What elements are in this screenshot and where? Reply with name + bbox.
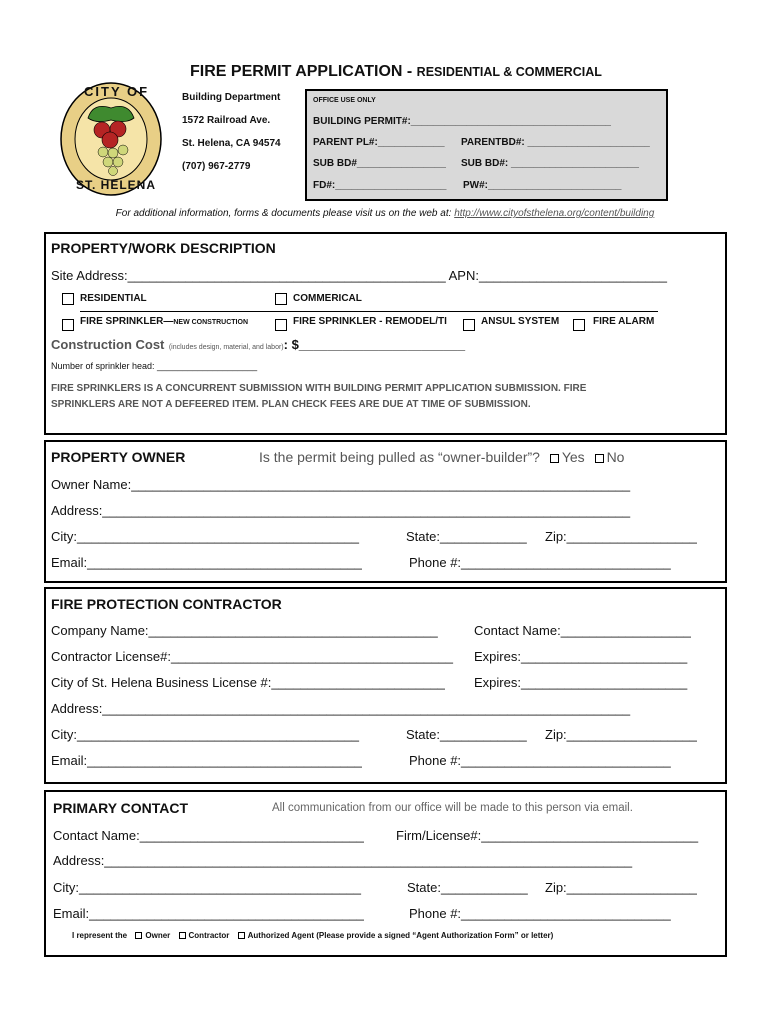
primary-address-field[interactable]: Address:_________________________________________________________________________ [53, 853, 633, 868]
section-title: FIRE PROTECTION CONTRACTOR [51, 596, 282, 612]
fs-new-label-sub: NEW CONSTRUCTION [173, 319, 249, 326]
residential-checkbox[interactable] [62, 293, 74, 305]
info-url-link[interactable]: http://www.cityofsthelena.org/content/building [454, 208, 655, 219]
sub-bd-field-right[interactable]: SUB BD#: _______________________ [461, 158, 639, 169]
residential-label: RESIDENTIAL [80, 293, 147, 304]
represent-contractor-label: Contractor [188, 931, 230, 940]
section-title: PRIMARY CONTACT [53, 800, 189, 816]
contractor-section [44, 587, 727, 784]
commercial-label: COMMERICAL [293, 293, 362, 304]
no-label: No [606, 449, 625, 465]
contractor-email-field[interactable]: Email:______________________________________ [51, 753, 362, 768]
contractor-city-field[interactable]: City:_______________________________________ [51, 727, 359, 742]
contact-name-field[interactable]: Contact Name:__________________ [474, 623, 691, 638]
cost-note: (includes design, material, and labor) [168, 344, 284, 351]
contractor-phone-field[interactable]: Phone #:_____________________________ [409, 753, 671, 768]
business-license-field[interactable]: City of St. Helena Business License #:________________________ [51, 675, 445, 690]
property-owner-section [44, 440, 727, 583]
yes-checkbox[interactable] [550, 454, 559, 463]
primary-contact-name-field[interactable]: Contact Name:_______________________________ [53, 828, 364, 843]
primary-email-field[interactable]: Email:______________________________________ [53, 906, 364, 921]
primary-zip-field[interactable]: Zip:__________________ [545, 880, 697, 895]
checkbox-row-rule [80, 311, 658, 312]
represent-owner-label: Owner [145, 931, 171, 940]
info-line [0, 208, 770, 219]
primary-state-field[interactable]: State:____________ [407, 880, 528, 895]
site-address-field[interactable]: Site Address:____________________________________________ APN:__________________________ [51, 268, 667, 283]
cost-value: : $_______________________ [283, 337, 466, 352]
logo-text-top: CITY OF [84, 84, 150, 99]
owner-email-field[interactable]: Email:______________________________________ [51, 555, 362, 570]
owner-state-field[interactable]: State:____________ [406, 529, 527, 544]
office-use-label: OFFICE USE ONLY [313, 97, 376, 104]
title-sub: RESIDENTIAL & COMMERCIAL [416, 65, 602, 79]
represent-label: I represent the [72, 931, 128, 940]
represent-agent-checkbox[interactable] [238, 932, 245, 939]
fs-new-checkbox[interactable] [62, 319, 74, 331]
represent-agent-label: Authorized Agent (Please provide a signed “Agent Authorization Form” or letter) [247, 931, 554, 940]
cost-label: Construction Cost [51, 337, 165, 352]
represent-owner-checkbox[interactable] [135, 932, 142, 939]
contractor-state-field[interactable]: State:____________ [406, 727, 527, 742]
dept-name: Building Department [182, 92, 281, 103]
notice-line-2: SPRINKLERS ARE NOT A DEFEERED ITEM. PLAN CHECK FEES ARE DUE AT TIME OF SUBMISSION. [51, 399, 531, 410]
primary-phone-field[interactable]: Phone #:_____________________________ [409, 906, 671, 921]
property-work-section [44, 232, 727, 435]
owner-city-field[interactable]: City:_______________________________________ [51, 529, 359, 544]
parent-pl-field[interactable]: PARENT PL#:____________ [313, 137, 445, 148]
owner-builder-question [259, 449, 624, 465]
represent-contractor-checkbox[interactable] [179, 932, 186, 939]
dept-city: St. Helena, CA 94574 [182, 138, 281, 149]
contractor-zip-field[interactable]: Zip:__________________ [545, 727, 697, 742]
dept-phone: (707) 967-2779 [182, 161, 251, 172]
section-title: PROPERTY/WORK DESCRIPTION [51, 240, 276, 256]
logo-text-bottom: ST. HELENA [76, 178, 157, 192]
ansul-checkbox[interactable] [463, 319, 475, 331]
owner-name-field[interactable]: Owner Name:_____________________________________________________________________ [51, 477, 631, 492]
section-title: PROPERTY OWNER [51, 449, 186, 465]
ansul-label: ANSUL SYSTEM [481, 316, 560, 327]
fd-field[interactable]: FD#:____________________ [313, 180, 447, 191]
business-expires-field[interactable]: Expires:_______________________ [474, 675, 688, 690]
yes-label: Yes [561, 449, 585, 465]
firm-license-field[interactable]: Firm/License#:______________________________ [396, 828, 699, 843]
license-expires-field[interactable]: Expires:_______________________ [474, 649, 688, 664]
fire-alarm-checkbox[interactable] [573, 319, 585, 331]
title-main: FIRE PERMIT APPLICATION - [190, 63, 417, 80]
primary-contact-note: All communication from our office will be made to this person via email. [272, 802, 633, 814]
building-permit-field[interactable]: BUILDING PERMIT#:____________________________________ [313, 116, 611, 127]
fs-new-label-main: FIRE SPRINKLER— [80, 316, 174, 327]
fs-remodel-checkbox[interactable] [275, 319, 287, 331]
fs-remodel-label: FIRE SPRINKLER - REMODEL/TI [293, 316, 447, 327]
primary-city-field[interactable]: City:_______________________________________ [53, 880, 361, 895]
info-text: For additional information, forms & documents please visit us on the web at: [115, 208, 455, 219]
construction-cost-field[interactable] [51, 336, 465, 354]
contractor-license-field[interactable]: Contractor License#:_______________________________________ [51, 649, 453, 664]
dept-street: 1572 Railroad Ave. [182, 115, 271, 126]
contractor-address-field[interactable]: Address:_________________________________________________________________________ [51, 701, 631, 716]
primary-contact-section [44, 790, 727, 957]
sub-bd-field-left[interactable]: SUB BD#________________ [313, 158, 446, 169]
parent-bd-field[interactable]: PARENTBD#: ______________________ [461, 137, 650, 148]
owner-phone-field[interactable]: Phone #:_____________________________ [409, 555, 671, 570]
company-name-field[interactable]: Company Name:________________________________________ [51, 623, 438, 638]
page-title [190, 63, 602, 81]
city-seal-logo [58, 80, 164, 198]
no-checkbox[interactable] [595, 454, 604, 463]
notice-line-1: FIRE SPRINKLERS IS A CONCURRENT SUBMISSION WITH BUILDING PERMIT APPLICATION SUBMISSION. FIRE [51, 383, 587, 394]
office-use-box [305, 89, 668, 201]
owner-address-field[interactable]: Address:_________________________________________________________________________ [51, 503, 631, 518]
owner-zip-field[interactable]: Zip:__________________ [545, 529, 697, 544]
fs-new-label [80, 316, 248, 327]
commercial-checkbox[interactable] [275, 293, 287, 305]
represent-row [72, 931, 553, 940]
sprinkler-heads-field[interactable]: Number of sprinkler head: ____________________ [51, 361, 258, 371]
question-text: Is the permit being pulled as “owner-builder”? [259, 449, 540, 465]
fire-alarm-label: FIRE ALARM [593, 316, 655, 327]
pw-field[interactable]: PW#:________________________ [463, 180, 622, 191]
